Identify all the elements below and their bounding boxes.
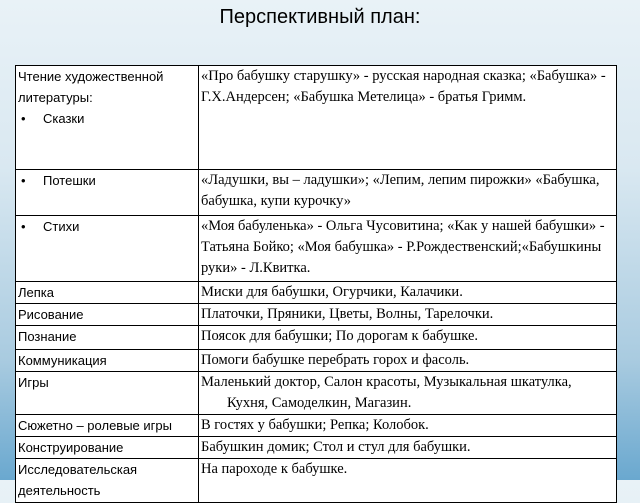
table-cell-content bbox=[199, 372, 617, 415]
games-line-1: Маленький доктор, Салон красоты, Музыкальная шкатулка, bbox=[201, 374, 572, 390]
table-cell-category: Игры bbox=[16, 372, 199, 415]
table-cell-content: Миски для бабушки, Огурчики, Калачики. bbox=[199, 282, 617, 304]
table-cell-content: «Про бабушку старушку» - русская народная сказка; «Бабушка» - Г.Х.Андерсен; «Бабушка Метелица» - братья Гримм. bbox=[199, 66, 617, 170]
table-cell-content: Помоги бабушке перебрать горох и фасоль. bbox=[199, 350, 617, 372]
reading-heading: Чтение художественной литературы: bbox=[18, 69, 164, 105]
table-cell-content: На пароходе к бабушке. bbox=[199, 459, 617, 503]
table-cell-category: Познание bbox=[16, 326, 199, 350]
table-cell-category: Коммуникация bbox=[16, 350, 199, 372]
table-row bbox=[16, 304, 617, 326]
plan-table bbox=[15, 65, 617, 503]
table-cell-content: Платочки, Пряники, Цветы, Волны, Тарелочки. bbox=[199, 304, 617, 326]
table-cell-category: Исследовательская деятельность bbox=[16, 459, 199, 503]
bullet-item-nursery-rhymes: • Потешки bbox=[18, 170, 196, 191]
table-row bbox=[16, 326, 617, 350]
table-row bbox=[16, 350, 617, 372]
table-cell-content: «Ладушки, вы – ладушки»; «Лепим, лепим пирожки» «Бабушка, бабушка, купи курочку» bbox=[199, 170, 617, 216]
table-row bbox=[16, 459, 617, 503]
table-row bbox=[16, 282, 617, 304]
table-cell-category: Лепка bbox=[16, 282, 199, 304]
table-row bbox=[16, 170, 617, 216]
table-cell-category bbox=[16, 66, 199, 170]
table-cell-category: Сюжетно – ролевые игры bbox=[16, 415, 199, 437]
table-cell-category: Рисование bbox=[16, 304, 199, 326]
table-cell-category: Конструирование bbox=[16, 437, 199, 459]
table-row bbox=[16, 415, 617, 437]
page-title: Перспективный план: bbox=[219, 6, 421, 28]
bullet-item-fairy-tales: • Сказки bbox=[18, 108, 196, 129]
table-cell-content: Бабушкин домик; Стол и стул для бабушки. bbox=[199, 437, 617, 459]
table-row bbox=[16, 372, 617, 415]
table-cell-content: В гостях у бабушки; Репка; Колобок. bbox=[199, 415, 617, 437]
table-cell-category bbox=[16, 216, 199, 282]
table-cell-category bbox=[16, 170, 199, 216]
table-row bbox=[16, 216, 617, 282]
table-cell-content: Поясок для бабушки; По дорогам к бабушке. bbox=[199, 326, 617, 350]
bullet-item-poems: • Стихи bbox=[18, 216, 196, 237]
table-row bbox=[16, 437, 617, 459]
table-row bbox=[16, 66, 617, 170]
games-line-2: Кухня, Самоделкин, Магазин. bbox=[227, 395, 412, 411]
table-cell-content: «Моя бабуленька» - Ольга Чусовитина; «Как у нашей бабушки» - Татьяна Бойко; «Моя бабушка» - Р.Рождественский;«Бабушкины руки» - Л.Квитка. bbox=[199, 216, 617, 282]
